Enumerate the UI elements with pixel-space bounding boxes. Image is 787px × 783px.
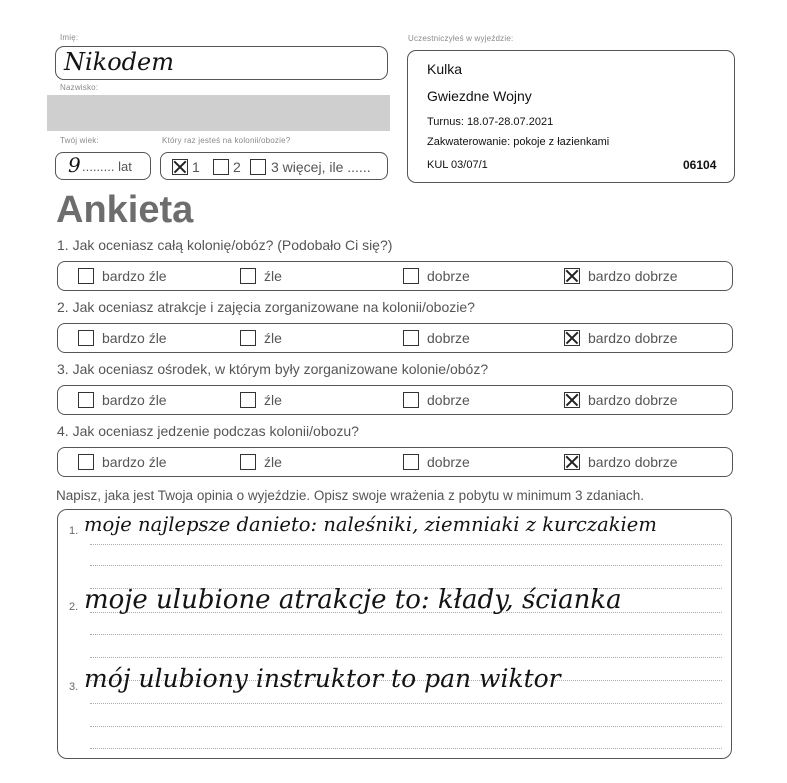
question-4-option-2: źle	[264, 454, 282, 470]
times-checkbox-2[interactable]	[213, 159, 229, 175]
question-1-text: 1. Jak oceniasz całą kolonię/obóz? (Podobało Ci się?)	[57, 237, 393, 253]
question-3-checkbox-2[interactable]	[240, 392, 256, 408]
opinion-line-5	[90, 634, 722, 635]
age-field[interactable]	[55, 152, 151, 180]
question-2-option-4: bardzo dobrze	[588, 330, 678, 346]
name-value: Nikodem	[64, 48, 174, 76]
opinion-text-3: mój ulubiony instruktor to pan wiktor	[84, 664, 561, 693]
question-3-text: 3. Jak oceniasz ośrodek, w którym były zorganizowane kolonie/obóz?	[57, 361, 489, 377]
question-1-checkbox-4[interactable]	[564, 268, 580, 284]
opinion-line-9	[90, 726, 722, 727]
question-1-checkbox-2[interactable]	[240, 268, 256, 284]
question-2-checkbox-1[interactable]	[78, 330, 94, 346]
age-value: 9	[68, 153, 81, 177]
times-option-1: 1	[192, 159, 200, 175]
question-1-option-4: bardzo dobrze	[588, 268, 678, 284]
question-2-option-1: bardzo źle	[102, 330, 167, 346]
survey-title: Ankieta	[56, 189, 194, 231]
question-4-answers	[57, 447, 733, 477]
question-3-checkbox-1[interactable]	[78, 392, 94, 408]
name-field[interactable]	[55, 46, 388, 80]
question-1-option-3: dobrze	[427, 268, 470, 284]
times-label: Który raz jesteś na kolonii/obozie?	[162, 136, 291, 145]
question-1-answers	[57, 261, 733, 291]
question-2-checkbox-4[interactable]	[564, 330, 580, 346]
question-4-option-4: bardzo dobrze	[588, 454, 678, 470]
question-2-checkbox-2[interactable]	[240, 330, 256, 346]
surname-label: Nazwisko:	[60, 83, 99, 92]
question-3-answers	[57, 385, 733, 415]
age-unit: ......... lat	[82, 159, 132, 174]
question-4-checkbox-4[interactable]	[564, 454, 580, 470]
opinion-text-1: moje najlepsze danieto: naleśniki, ziemniaki z kurczakiem	[84, 513, 657, 536]
question-3-checkbox-3[interactable]	[403, 392, 419, 408]
question-2-option-3: dobrze	[427, 330, 470, 346]
name-label: Imię:	[60, 33, 79, 42]
camp-label: Uczestniczyłeś w wyjeździe:	[408, 34, 514, 43]
question-4-option-3: dobrze	[427, 454, 470, 470]
times-option-2: 2	[233, 159, 241, 175]
question-2-checkbox-3[interactable]	[403, 330, 419, 346]
question-3-checkbox-4[interactable]	[564, 392, 580, 408]
opinion-line-10	[90, 748, 722, 749]
question-3-option-3: dobrze	[427, 392, 470, 408]
times-option-3: 3 więcej, ile ......	[271, 159, 371, 175]
question-4-checkbox-2[interactable]	[240, 454, 256, 470]
question-1-checkbox-1[interactable]	[78, 268, 94, 284]
question-4-option-1: bardzo źle	[102, 454, 167, 470]
opinion-prompt: Napisz, jaka jest Twoja opinia o wyjeździe. Opisz swoje wrażenia z pobytu w minimum 3 zdaniach.	[56, 488, 645, 503]
question-1-option-1: bardzo źle	[102, 268, 167, 284]
opinion-line-2	[90, 565, 722, 566]
opinion-line-8	[90, 703, 722, 704]
opinion-text-2: moje ulubione atrakcje to: kłady, ścianka	[84, 585, 622, 615]
question-4-text: 4. Jak oceniasz jedzenie podczas kolonii/obozu?	[57, 423, 359, 439]
question-2-answers	[57, 323, 733, 353]
camp-accommodation: Zakwaterowanie: pokoje z łazienkami	[427, 136, 610, 148]
times-field	[160, 152, 388, 180]
opinion-number-3: 3.	[69, 681, 79, 693]
question-4-checkbox-3[interactable]	[403, 454, 419, 470]
camp-name: Kulka	[427, 61, 463, 77]
surname-redaction	[47, 95, 390, 131]
camp-turnus: Turnus: 18.07-28.07.2021	[427, 116, 554, 128]
question-2-option-2: źle	[264, 330, 282, 346]
question-3-option-1: bardzo źle	[102, 392, 167, 408]
camp-theme: Gwiezdne Wojny	[427, 88, 532, 104]
opinion-line-1	[90, 544, 722, 545]
question-4-checkbox-1[interactable]	[78, 454, 94, 470]
question-1-option-2: źle	[264, 268, 282, 284]
times-checkbox-3[interactable]	[250, 159, 266, 175]
age-label: Twój wiek:	[60, 136, 99, 145]
opinion-number-1: 1.	[69, 525, 79, 537]
opinion-line-6	[90, 657, 722, 658]
times-checkbox-1[interactable]	[172, 159, 188, 175]
opinion-number-2: 2.	[69, 601, 79, 613]
opinion-box[interactable]	[57, 509, 732, 759]
camp-number: 06104	[683, 158, 717, 172]
question-3-option-4: bardzo dobrze	[588, 392, 678, 408]
camp-info-box	[407, 50, 735, 183]
camp-code: KUL 03/07/1	[427, 159, 488, 171]
question-3-option-2: źle	[264, 392, 282, 408]
question-2-text: 2. Jak oceniasz atrakcje i zajęcia zorganizowane na kolonii/obozie?	[57, 299, 475, 315]
question-1-checkbox-3[interactable]	[403, 268, 419, 284]
